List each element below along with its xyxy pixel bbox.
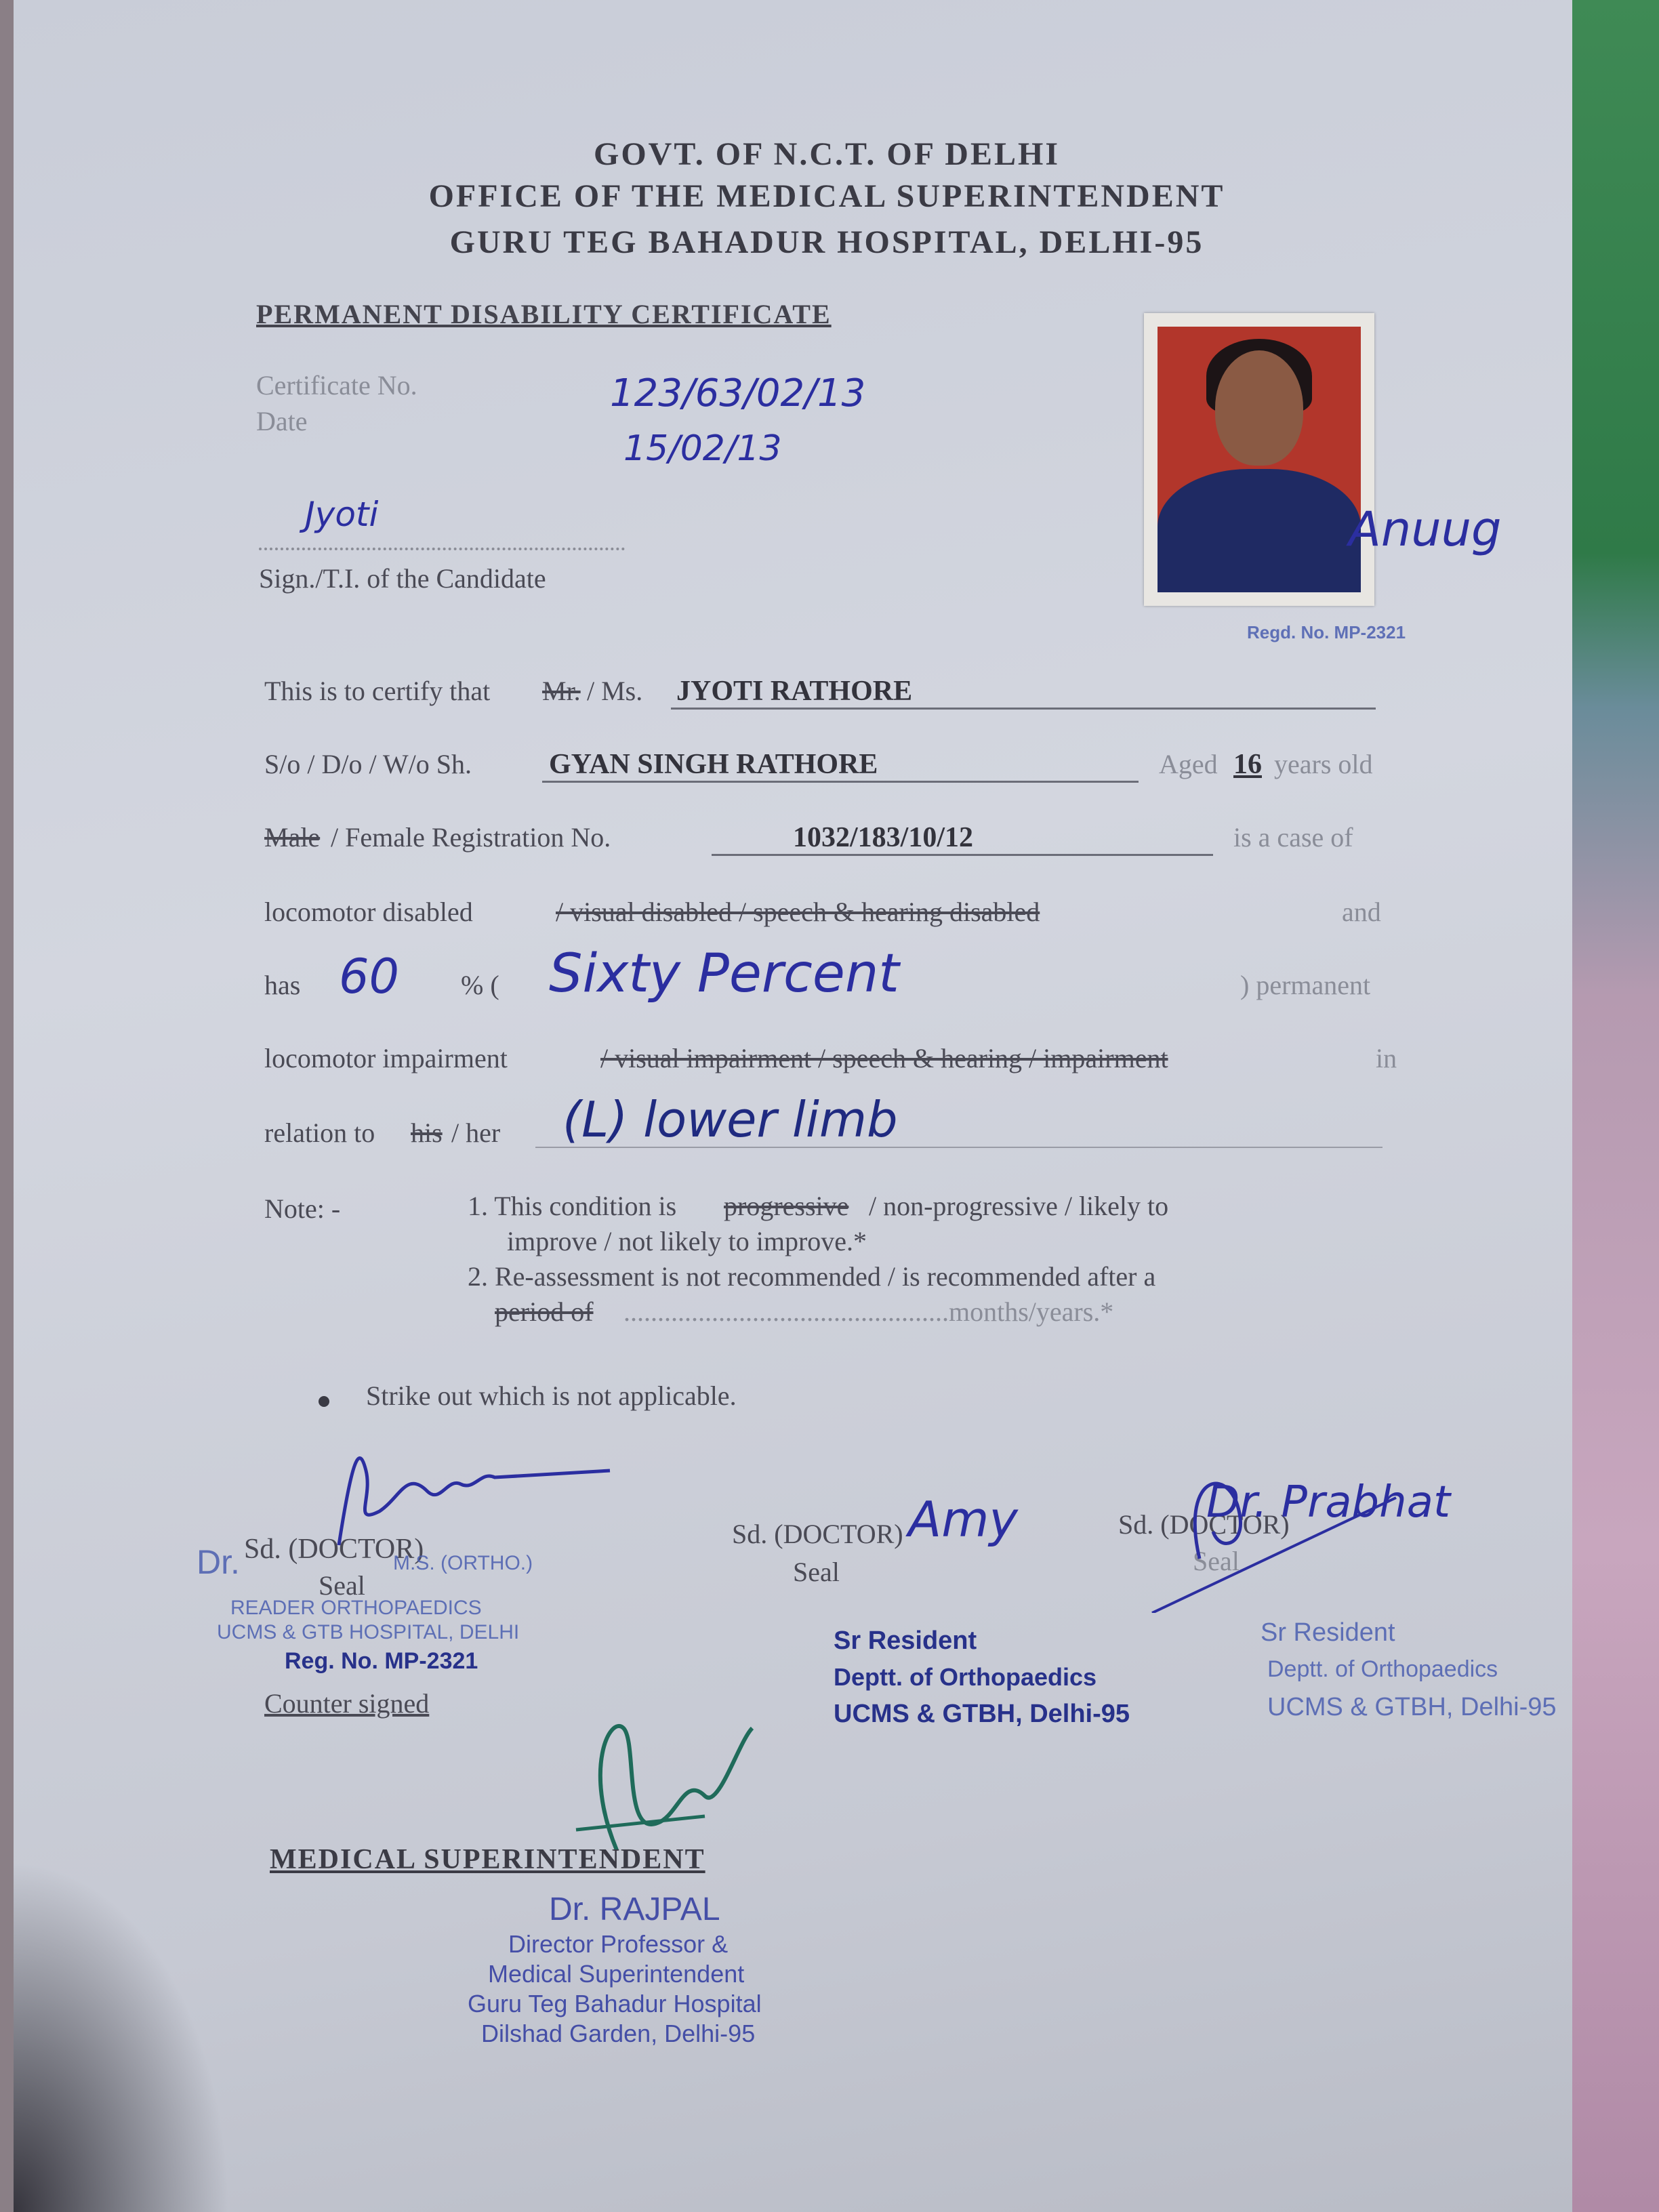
note-2-dots: ................................................months/years.* bbox=[623, 1296, 1114, 1327]
doctor2-signature: Amy bbox=[908, 1491, 1018, 1548]
years-old-label: years old bbox=[1274, 749, 1373, 779]
note-2-a: 2. Re-assessment is not recommended / is recommended after a bbox=[468, 1261, 1156, 1292]
stamp2-dept: Deptt. of Orthopaedics bbox=[834, 1663, 1097, 1691]
header-line-3: GURU TEG BAHADUR HOSPITAL, DELHI-95 bbox=[449, 224, 1204, 260]
registration-no: 1032/183/10/12 bbox=[793, 822, 974, 853]
candidate-photo bbox=[1144, 313, 1374, 606]
doctor3-signature-stroke bbox=[1139, 1457, 1450, 1613]
limb-line bbox=[535, 1147, 1382, 1148]
stamp1-designation: READER ORTHOPAEDICS bbox=[230, 1597, 482, 1619]
photo-shadow bbox=[14, 1860, 230, 2212]
certificate-no-label: Certificate No. bbox=[256, 370, 417, 401]
candidate-name: JYOTI RATHORE bbox=[676, 676, 913, 707]
affected-limb: (L) lower limb bbox=[562, 1091, 898, 1148]
age-value: 16 bbox=[1233, 749, 1262, 780]
female-reg-label: / Female Registration No. bbox=[331, 822, 611, 853]
counter-signed-label: Counter signed bbox=[264, 1688, 430, 1719]
has-label: has bbox=[264, 970, 301, 1000]
note-1-c: improve / not likely to improve.* bbox=[507, 1226, 867, 1256]
name-line bbox=[671, 708, 1376, 710]
percent-number: 60 bbox=[339, 949, 400, 1004]
percent-sign: % ( bbox=[461, 970, 499, 1000]
doctor2-seal: Seal bbox=[793, 1557, 840, 1587]
certificate-paper bbox=[14, 0, 1572, 2212]
note-1-a: 1. This condition is bbox=[468, 1191, 677, 1221]
doctor3-label: Sd. (DOCTOR) bbox=[1118, 1509, 1290, 1540]
superintendent-line-3: Guru Teg Bahadur Hospital bbox=[468, 1990, 762, 2018]
doctor3-seal: Seal bbox=[1193, 1546, 1240, 1576]
is-case-of: is a case of bbox=[1233, 822, 1353, 853]
superintendent-line-1: Director Professor & bbox=[508, 1930, 729, 1958]
doctor3-signature: Dr. Prabhat bbox=[1206, 1477, 1451, 1528]
candidate-sign-line bbox=[259, 548, 625, 550]
header-line-1: GOVT. OF N.C.T. OF DELHI bbox=[593, 136, 1061, 172]
and-label: and bbox=[1342, 897, 1381, 927]
locomotor-impairment: locomotor impairment bbox=[264, 1043, 508, 1073]
candidate-signature: Jyoti bbox=[305, 495, 379, 534]
photo-stamp-reg: Regd. No. MP-2321 bbox=[1247, 622, 1406, 642]
date-label: Date bbox=[256, 406, 308, 436]
his-struck: his bbox=[411, 1118, 443, 1148]
locomotor-disabled: locomotor disabled bbox=[264, 897, 473, 927]
aged-label: Aged bbox=[1159, 749, 1218, 779]
stamp2-title: Sr Resident bbox=[834, 1626, 977, 1655]
doctor1-label: Sd. (DOCTOR) bbox=[244, 1534, 424, 1565]
strike-out-note: Strike out which is not applicable. bbox=[366, 1380, 737, 1411]
permanent-label: ) permanent bbox=[1240, 970, 1371, 1000]
header-line-2: OFFICE OF THE MEDICAL SUPERINTENDENT bbox=[428, 178, 1225, 214]
candidate-sign-label: Sign./T.I. of the Candidate bbox=[259, 563, 546, 594]
bullet-icon bbox=[319, 1396, 329, 1407]
note-label: Note: - bbox=[264, 1193, 341, 1224]
superintendent-name: Dr. RAJPAL bbox=[549, 1891, 720, 1927]
certificate-no-value: 123/63/02/13 bbox=[610, 371, 866, 415]
father-line bbox=[542, 781, 1139, 783]
superintendent-line-4: Dilshad Garden, Delhi-95 bbox=[481, 2020, 756, 2047]
reg-line bbox=[712, 854, 1213, 856]
note-1-b: / non-progressive / likely to bbox=[869, 1191, 1169, 1221]
stamp1-degree: M.S. (ORTHO.) bbox=[393, 1552, 533, 1574]
relation-to-label: relation to bbox=[264, 1118, 375, 1148]
father-name: GYAN SINGH RATHORE bbox=[549, 749, 878, 780]
percent-words: Sixty Percent bbox=[549, 943, 899, 1004]
in-label: in bbox=[1376, 1043, 1397, 1073]
background-fabric bbox=[1571, 0, 1659, 2212]
photo-stamp-signature: Anuug bbox=[1349, 501, 1502, 557]
stamp3-dept: Deptt. of Orthopaedics bbox=[1267, 1656, 1498, 1682]
doctor2-label: Sd. (DOCTOR) bbox=[732, 1519, 903, 1549]
stamp3-hospital: UCMS & GTBH, Delhi-95 bbox=[1267, 1693, 1557, 1721]
mr-struck: Mr. bbox=[542, 676, 581, 706]
superintendent-line-2: Medical Superintendent bbox=[488, 1960, 745, 1988]
note-2-period-struck: period of bbox=[495, 1296, 594, 1327]
ms-label: / Ms. bbox=[587, 676, 643, 706]
stamp3-title: Sr Resident bbox=[1261, 1618, 1395, 1647]
struck-disabilities: / visual disabled / speech & hearing disabled bbox=[556, 897, 1040, 927]
doctor1-seal: Seal bbox=[319, 1570, 365, 1601]
certificate-title: PERMANENT DISABILITY CERTIFICATE bbox=[256, 299, 832, 329]
date-value: 15/02/13 bbox=[623, 428, 782, 469]
stamp1-hospital: UCMS & GTB HOSPITAL, DELHI bbox=[217, 1621, 520, 1643]
relation-label: S/o / D/o / W/o Sh. bbox=[264, 749, 472, 779]
stamp1-reg: Reg. No. MP-2321 bbox=[285, 1648, 478, 1674]
struck-impairments: / visual impairment / speech & hearing / impairment bbox=[600, 1043, 1168, 1073]
male-struck: Male bbox=[264, 822, 321, 853]
note-1-progressive-struck: progressive bbox=[724, 1191, 849, 1221]
certify-prefix: This is to certify that bbox=[264, 676, 491, 706]
superintendent-label: MEDICAL SUPERINTENDENT bbox=[270, 1844, 705, 1875]
her-label: / her bbox=[451, 1118, 501, 1148]
stamp2-hospital: UCMS & GTBH, Delhi-95 bbox=[834, 1700, 1130, 1728]
stamp1-dr: Dr. bbox=[197, 1543, 240, 1581]
